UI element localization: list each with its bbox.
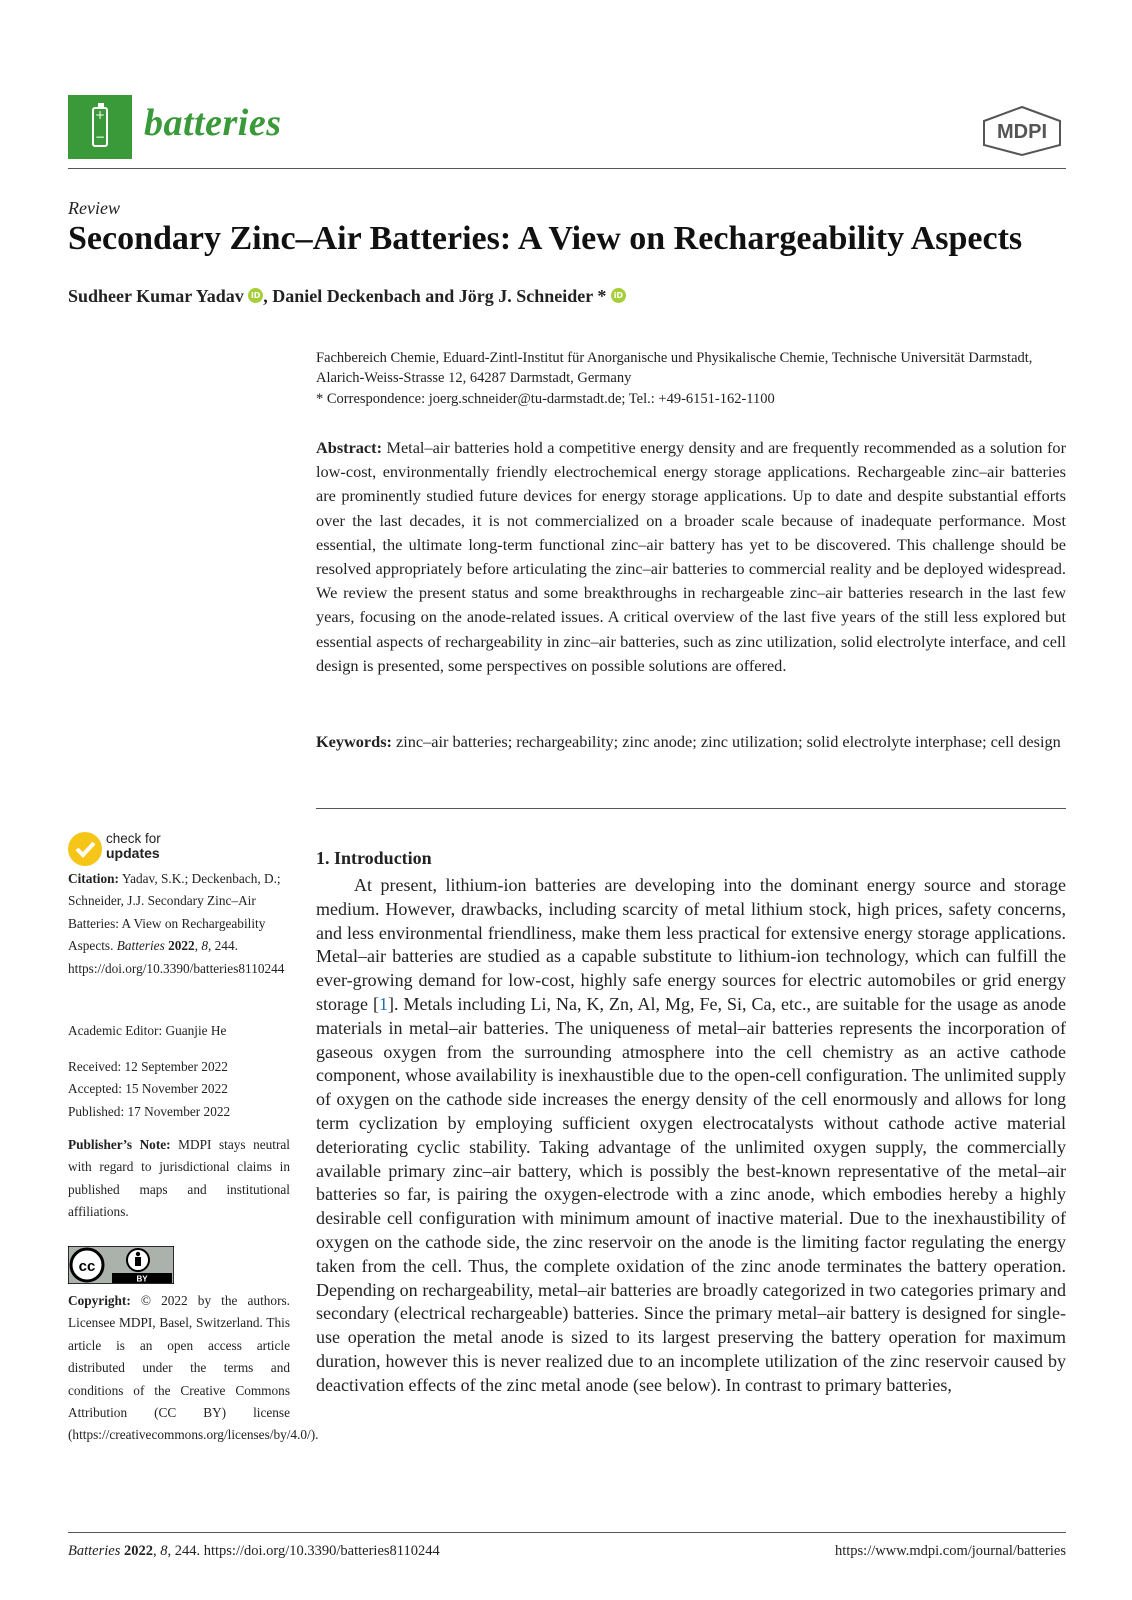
footer-citation: Batteries 2022, 8, 244. https://doi.org/10.3390/batteries8110244	[68, 1543, 440, 1559]
keywords-text: zinc–air batteries; rechargeability; zinc anode; zinc utilization; solid electrolyte interphase; cell design	[396, 732, 1061, 751]
intro-text: At present, lithium-ion batteries are developing into the dominant energy source and storage medium. However, drawbacks, including scarcity of metal lithium stock, high prices, safety concerns, and less environmental friendliness, make them less practical for extensive energy storage applications. Metal–air batteries are studied as a capable substitute to lithium-ion technology, which can fulfill the ever-growing demand for low-cost, highly safe energy sources for electric automobiles or grid energy storage [	[316, 875, 1066, 1014]
copyright-label: Copyright:	[68, 1293, 131, 1308]
author-name: Sudheer Kumar Yadav	[68, 286, 244, 306]
journal-name: batteries	[144, 102, 282, 144]
introduction-paragraph	[316, 874, 1066, 1398]
citation-label: Citation:	[68, 871, 119, 886]
orcid-icon[interactable]: iD	[248, 288, 263, 303]
svg-text:MDPI: MDPI	[997, 121, 1047, 143]
footer-journal: Batteries	[68, 1543, 121, 1559]
correspondence: * Correspondence: joerg.schneider@tu-darmstadt.de; Tel.: +49-6151-162-1100	[316, 391, 775, 407]
publication-dates	[68, 1056, 290, 1123]
intro-text: ]. Metals including Li, Na, K, Zn, Al, Mg, Fe, Si, Ca, etc., are suitable for the usage as anode materials in metal–air batteries. The uniqueness of metal–air batteries represents the incorporation of gaseous oxygen from the surrounding atmosphere into the cell chemistry as an active cathode component, whose availability is inexhaustible due to the open-cell configuration. The unlimited supply of oxygen on the cathode side increases the energy density of the cell enormously and allows for long term cyclization by employing sufficient oxygen electrocatalysts without cathode active material deteriorating cyclic stability. Taking advantage of the unlimited oxygen supply, the commercially available primary zinc–air battery, which is possibly the best-known representative of the metal–air batteries so far, is pairing the oxygen-electrode with a zinc anode, which embodies hereby a highly desirable cell configuration with minimum amount of inactive material. Due to the inexhaustibility of oxygen on the cathode side, the zinc reservoir on the anode is the limiting factor regulating the energy taken from the cell. Thus, the complete oxidation of the zinc anode terminates the battery operation. Depending on rechargeability, metal–air batteries are broadly categorized in two categories primary and secondary (electrical rechargeable) batteries. Since the primary metal–air battery is designed for single-use operation the metal anode is sized to its largest preserving the battery operation for maximum duration, however this is never realized due to an incomplete utilization of the zinc reservoir caused by deactivation effects of the zinc metal anode (see below). In contrast to primary batteries,	[316, 993, 1066, 1395]
check-line2: updates	[106, 845, 160, 861]
copyright	[68, 1290, 319, 1447]
abstract	[316, 436, 1066, 678]
author-list	[68, 286, 626, 307]
citation-volume: 8	[201, 938, 208, 954]
mdpi-logo-icon	[980, 105, 1064, 157]
svg-text:BY: BY	[136, 1274, 148, 1284]
checkmark-icon	[68, 832, 102, 866]
received-date: Received: 12 September 2022	[68, 1059, 228, 1074]
article-type: Review	[68, 198, 120, 218]
header-divider	[68, 168, 1066, 169]
citation-journal: Batteries	[116, 938, 165, 954]
publishers-note	[68, 1134, 290, 1224]
section-heading: 1. Introduction	[316, 848, 432, 868]
published-date: Published: 17 November 2022	[68, 1103, 231, 1119]
citation-year: 2022	[168, 938, 195, 954]
orcid-icon[interactable]: iD	[611, 288, 626, 303]
footer-divider	[68, 1532, 1066, 1533]
citation: Citation: Yadav, S.K.; Deckenbach, D.; Schneider, J.J. Secondary Zinc–Air Batteries: A View on Rechargeability Aspects. Batteries 2022, 8, 244. https://doi.org/10.3390/batteries8110244	[68, 871, 285, 976]
reference-link[interactable]: 1	[378, 993, 388, 1014]
cc-by-license-icon[interactable]	[68, 1246, 174, 1284]
footer-year: 2022	[123, 1543, 153, 1559]
check-line1: check for	[106, 831, 161, 846]
citation-text: Yadav, S.K.; Deckenbach, D.; Schneider, J.J. Secondary Zinc–Air Batteries: A View on Rechargeability Aspects.	[68, 871, 281, 954]
keywords-label: Keywords:	[316, 732, 392, 751]
affiliation: Fachbereich Chemie, Eduard-Zintl-Institut für Anorganische und Physikalische Chemie, Technische Universität Darmstadt, Alarich-Weiss-Strasse 12, 64287 Darmstadt, Germany	[316, 350, 1033, 386]
svg-text:cc: cc	[78, 1258, 96, 1275]
battery-logo-icon: + −	[68, 95, 132, 159]
abstract-label: Abstract:	[316, 438, 383, 457]
check-for-updates-button[interactable]	[68, 832, 290, 872]
academic-editor: Academic Editor: Guanjie He	[68, 1023, 227, 1038]
pubnote-text: MDPI stays neutral with regard to jurisdictional claims in published maps and institutional affiliations.	[68, 1137, 291, 1220]
author-names: , Daniel Deckenbach and Jörg J. Schneider *	[263, 286, 607, 306]
keywords	[316, 730, 1066, 754]
article-title: Secondary Zinc–Air Batteries: A View on Rechargeability Aspects	[68, 220, 1023, 257]
pubnote-label: Publisher’s Note:	[68, 1137, 171, 1152]
citation-doi[interactable]: , 244. https://doi.org/10.3390/batteries8110244	[68, 938, 285, 976]
accepted-date: Accepted: 15 November 2022	[68, 1081, 228, 1097]
copyright-text: © 2022 by the authors. Licensee MDPI, Basel, Switzerland. This article is an open access article distributed under the terms and conditions of the Creative Commons Attribution (CC BY) license (https://creativecommons.org/licenses/by/4.0/).	[68, 1293, 319, 1443]
footer-doi[interactable]: , 244. https://doi.org/10.3390/batteries8110244	[167, 1543, 440, 1559]
journal-header	[68, 95, 1066, 167]
journal-url[interactable]: https://www.mdpi.com/journal/batteries	[834, 1543, 1066, 1559]
footer-volume: 8	[160, 1543, 168, 1559]
abstract-text: Metal–air batteries hold a competitive energy density and are frequently recommended as a solution for low-cost, environmentally friendly electrochemical energy storage applications. Rechargeable zinc–air batteries are prominently studied future devices for energy storage applications. Up to date and despite substantial efforts over the last decades, it is not commercialized on a broader scale because of inadequate performance. Most essential, the ultimate long-term functional zinc–air battery has yet to be discovered. This challenge should be resolved appropriately before articulating the zinc–air batteries to commercial reality and be deployed widespread. We review the present status and some breakthroughs in rechargeable zinc–air batteries research in the last few years, focusing on the anode-related issues. A critical overview of the last five years of the still less explored but essential aspects of rechargeability in zinc–air batteries, such as zinc utilization, solid electrolyte interface, and cell design is presented, some perspectives on possible solutions are offered.	[316, 438, 1066, 675]
section-divider	[316, 808, 1066, 809]
